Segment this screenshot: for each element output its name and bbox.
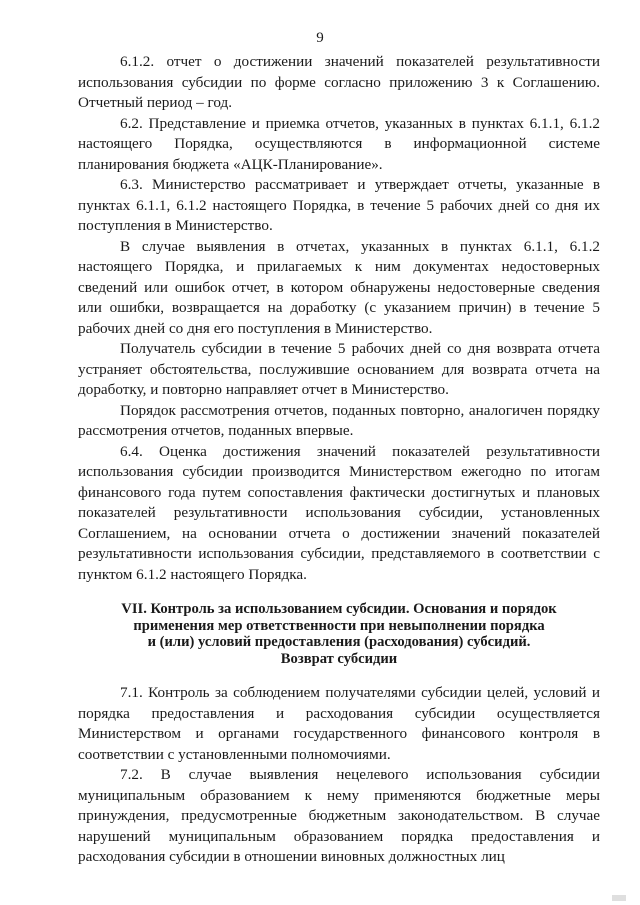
section-heading-vii	[78, 601, 600, 667]
paragraph-6-1-2: 6.1.2. отчет о достижении значений показателей результативности использования субсидии по форме согласно приложению 3 к Соглашению. Отчетный период – год.	[78, 53, 600, 111]
paragraph-6-3: 6.3. Министерство рассматривает и утверждает отчеты, указанные в пунктах 6.1.1, 6.1.2 настоящего Порядка, в течение 5 рабочих дней со дня их поступления в Министерство.	[78, 176, 600, 234]
scan-artifact	[612, 895, 626, 901]
paragraph-errors-return: В случае выявления в отчетах, указанных в пунктах 6.1.1, 6.1.2 настоящего Порядка, и прилагаемых к ним документах недостоверных сведений или ошибок отчет, в котором обнаружены недостоверные сведения или ошибки, возвращается на доработку (с указанием причин) в течение 5 рабочих дней со дня его поступления в Министерство.	[78, 237, 600, 337]
page-number: 9	[316, 30, 324, 46]
section-heading-line: Возврат субсидии	[280, 650, 398, 667]
paragraph-recipient-fix: Получатель субсидии в течение 5 рабочих дней со дня возврата отчета устраняет обстоятельства, послужившие основанием для возврата отчета на доработку, и повторно направляет отчет в Министерство.	[78, 340, 600, 398]
section-heading-line: и (или) условий предоставления (расходования) субсидий.	[147, 634, 531, 650]
paragraph-resubmission: Порядок рассмотрения отчетов, поданных повторно, аналогичен порядку рассмотрения отчетов, поданных впервые.	[78, 401, 600, 439]
paragraph-6-2: 6.2. Представление и приемка отчетов, указанных в пунктах 6.1.1, 6.1.2 настоящего Порядка, осуществляются в информационной системе планирования бюджета «АЦК-Планирование».	[78, 114, 600, 173]
section-heading-line: применения мер ответственности при невыполнении порядка	[133, 617, 545, 634]
document-body	[78, 52, 600, 868]
section-heading-line: VII. Контроль за использованием субсидии. Основания и порядок	[121, 601, 557, 617]
paragraph-7-2: 7.2. В случае выявления нецелевого использования субсидии муниципальным образованием к нему применяются бюджетные меры принуждения, предусмотренные бюджетным законодательством. В случае нарушений муниципальным образованием порядка предоставления и расходования субсидии в отношении виновных должностных лиц	[78, 766, 600, 865]
paragraph-7-1: 7.1. Контроль за соблюдением получателями субсидии целей, условий и порядка предоставления и расходования субсидии осуществляется Министерством и органами государственного финансового контроля в соответствии с установленными полномочиями.	[78, 684, 600, 763]
paragraph-6-4: 6.4. Оценка достижения значений показателей результативности использования субсидии производится Министерством ежегодно по итогам финансового года путем сопоставления фактически достигнутых и плановых показателей результативности использования субсидии, установленных Соглашением, на основании отчета о достижении значений показателей результативности использования субсидии, представляемого в соответствии с пунктом 6.1.2 настоящего Порядка.	[78, 442, 600, 583]
